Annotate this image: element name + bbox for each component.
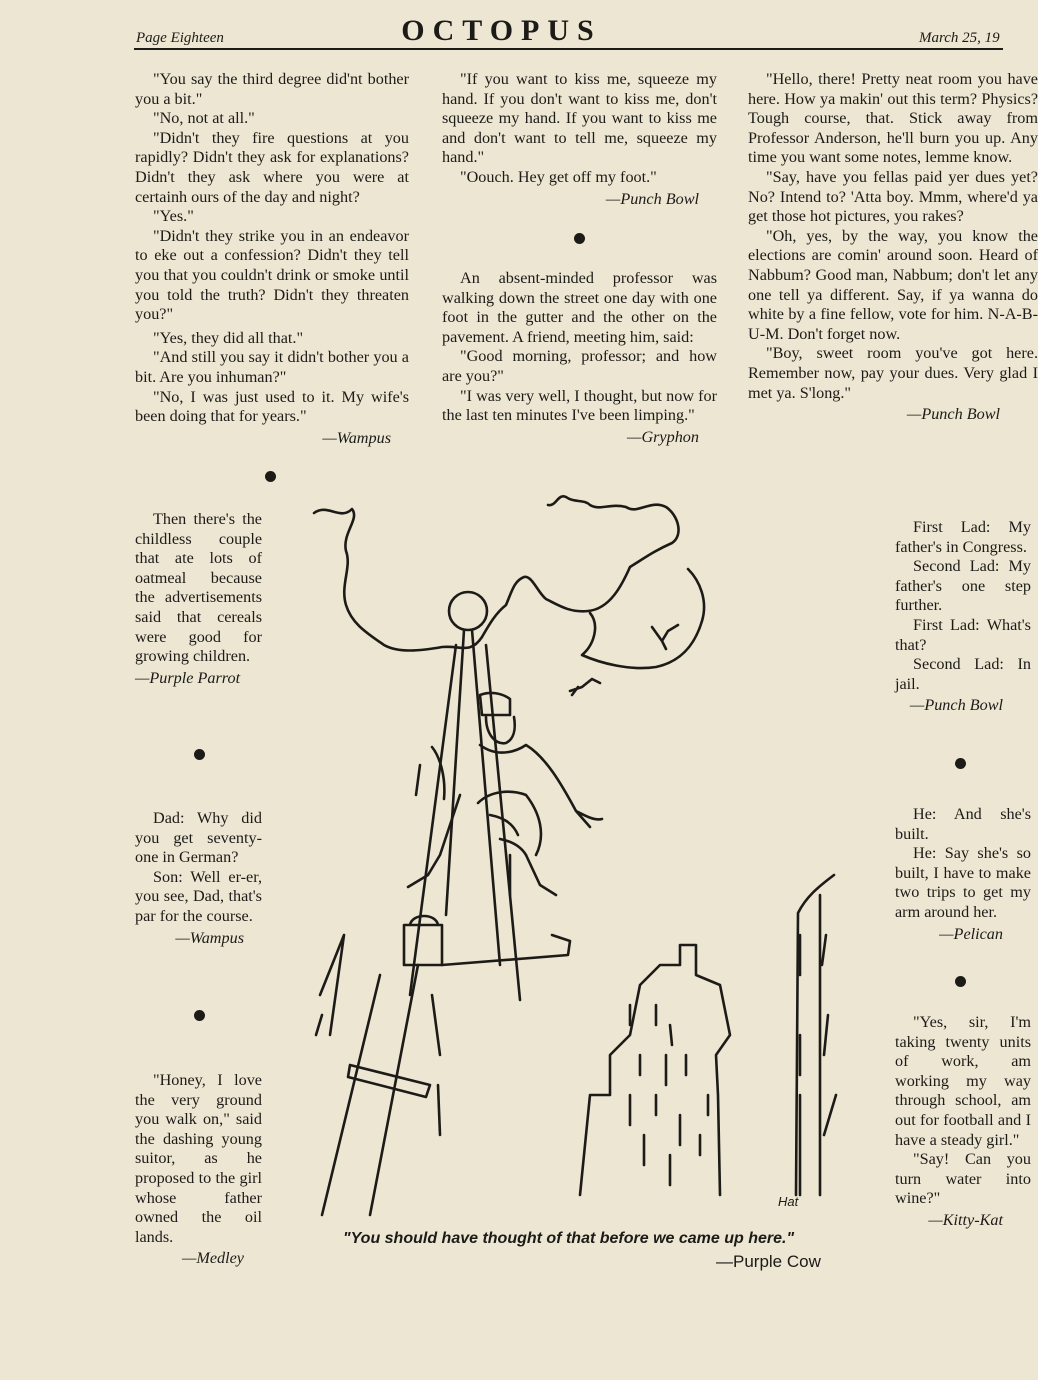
joke-text: Then there's the childless couple that ate lots of oatmeal because the advertisements said that cereals were good for growing children. bbox=[135, 510, 262, 666]
dialogue-line: "Good morning, professor; and how are you?" bbox=[442, 347, 717, 385]
joke-text: First Lad: My father's in Congress. bbox=[895, 518, 1031, 556]
column-1 bbox=[135, 70, 409, 448]
dialogue-line: "Say, have you fellas paid yer dues yet? No? Intend to? 'Atta boy. Mmm, where'd ya get those hot pictures, you rakes? bbox=[748, 167, 1038, 226]
dialogue-line: "Boy, sweet room you've got here. Remember now, pay your dues. Very glad I met ya. S'long." bbox=[748, 344, 1038, 402]
joke-text: Second Lad: My father's one step further. bbox=[895, 557, 1031, 615]
joke-text: First Lad: What's that? bbox=[895, 615, 1031, 654]
dialogue-line: "Oouch. Hey get off my foot." bbox=[460, 167, 657, 186]
section-bullet bbox=[265, 471, 276, 482]
dialogue-line: "Hello, there! Pretty neat room you have here. How ya makin' out this term? Physics? Tough course, that. Stick away from Professor Anderson, he'll burn you up. Any time you want some notes, lemme know. bbox=[748, 70, 1038, 167]
source-credit: —Gryphon bbox=[627, 427, 699, 446]
column-3 bbox=[748, 70, 1038, 425]
dialogue-line: "Yes, they did all that." bbox=[153, 328, 304, 347]
left-joke-3 bbox=[135, 1071, 262, 1269]
column-3-clip bbox=[748, 70, 1038, 490]
source-credit: —Medley bbox=[181, 1249, 244, 1268]
dialogue-line: "No, not at all." bbox=[153, 109, 255, 128]
dialogue-line: "Didn't they fire questions at you rapidly? Didn't they ask for explanations? Didn't they ask where you were at certainh ours of the day and night? bbox=[135, 128, 409, 206]
dialogue-line: "You say the third degree did'nt bother you a bit." bbox=[135, 70, 409, 108]
section-bullet bbox=[574, 233, 585, 244]
source-credit: —Wampus bbox=[322, 428, 391, 447]
column-2-joke-2 bbox=[442, 269, 717, 447]
right-joke-3 bbox=[895, 1013, 1031, 1231]
dialogue-line: "Yes." bbox=[153, 207, 194, 226]
joke-text: Second Lad: In jail. bbox=[895, 655, 1031, 693]
header-rule bbox=[134, 48, 1003, 50]
right-joke-1 bbox=[895, 518, 1031, 716]
dialogue-line: "I was very well, I thought, but now for the last ten minutes I've been limping." bbox=[442, 386, 717, 425]
joke-text: He: And she's built. bbox=[895, 805, 1031, 843]
source-credit: —Pelican bbox=[939, 924, 1003, 943]
section-bullet bbox=[955, 976, 966, 987]
magazine-title: OCTOPUS bbox=[401, 14, 602, 47]
page-label: Page Eighteen bbox=[136, 30, 224, 46]
joke-text: "Say! Can you turn water into wine?" bbox=[895, 1150, 1031, 1208]
right-joke-2 bbox=[895, 805, 1031, 944]
right-column-clip bbox=[895, 510, 1031, 1270]
joke-text: Dad: Why did you get seventy-one in German? bbox=[135, 809, 262, 867]
source-credit: —Purple Parrot bbox=[135, 668, 241, 687]
source-credit: —Punch Bowl bbox=[906, 405, 1000, 424]
dialogue-line: "If you want to kiss me, squeeze my hand. If you don't want to kiss me, don't squeeze my hand. If you want to kiss me and don't want to tell me, squeeze my hand." bbox=[442, 70, 717, 167]
source-credit: —Punch Bowl bbox=[605, 189, 699, 208]
dialogue-line: An absent-minded professor was walking down the street one day with one foot in the gutter and the other on the pavement. A friend, meeting him, said: bbox=[442, 269, 717, 346]
cartoon-illustration bbox=[300, 495, 845, 1225]
joke-text: Son: Well er-er, you see, Dad, that's par for the course. bbox=[135, 867, 262, 925]
source-credit: —Kitty-Kat bbox=[928, 1210, 1003, 1229]
joke-text: He: Say she's so built, I have to make two trips to get my arm around her. bbox=[895, 844, 1031, 921]
section-bullet bbox=[955, 758, 966, 769]
dialogue-line: "Oh, yes, by the way, you know the elections are comin' around soon. Heard of Nabbum? Good man, Nabbum; don't let any one tell ya different. Say, if ya wanna do white by a fine fellow, vote for him. N-A-B-U-M. Don't forget now. bbox=[748, 226, 1038, 343]
dialogue-line: "And still you say it didn't bother you a bit. Are you inhuman?" bbox=[135, 348, 409, 386]
source-credit: —Punch Bowl bbox=[909, 696, 1003, 715]
column-2 bbox=[442, 70, 717, 209]
section-bullet bbox=[194, 749, 205, 760]
cartoon-caption: "You should have thought of that before we came up here." bbox=[343, 1230, 795, 1247]
left-joke-1 bbox=[135, 510, 262, 688]
cartoon-source: —Purple Cow bbox=[716, 1252, 821, 1271]
cartoon-signature: Hat bbox=[778, 1194, 799, 1209]
source-credit: —Wampus bbox=[175, 928, 244, 947]
dialogue-line: "Didn't they strike you in an endeavor to eke out a confession? Didn't they tell you that you couldn't drink or smoke until you told the truth? Didn't they threaten you?" bbox=[135, 226, 409, 324]
joke-text: "Yes, sir, I'm taking twenty units of work, am working my way through school, am out for football and I have a steady girl." bbox=[895, 1013, 1031, 1149]
dialogue-line: "No, I was just used to it. My wife's been doing that for years." bbox=[135, 387, 409, 426]
issue-date: March 25, 19 bbox=[919, 30, 1000, 46]
left-joke-2 bbox=[135, 809, 262, 948]
section-bullet bbox=[194, 1010, 205, 1021]
joke-text: "Honey, I love the very ground you walk on," said the dashing young suitor, as he proposed to the girl whose father owned the oil lands. bbox=[135, 1071, 262, 1246]
